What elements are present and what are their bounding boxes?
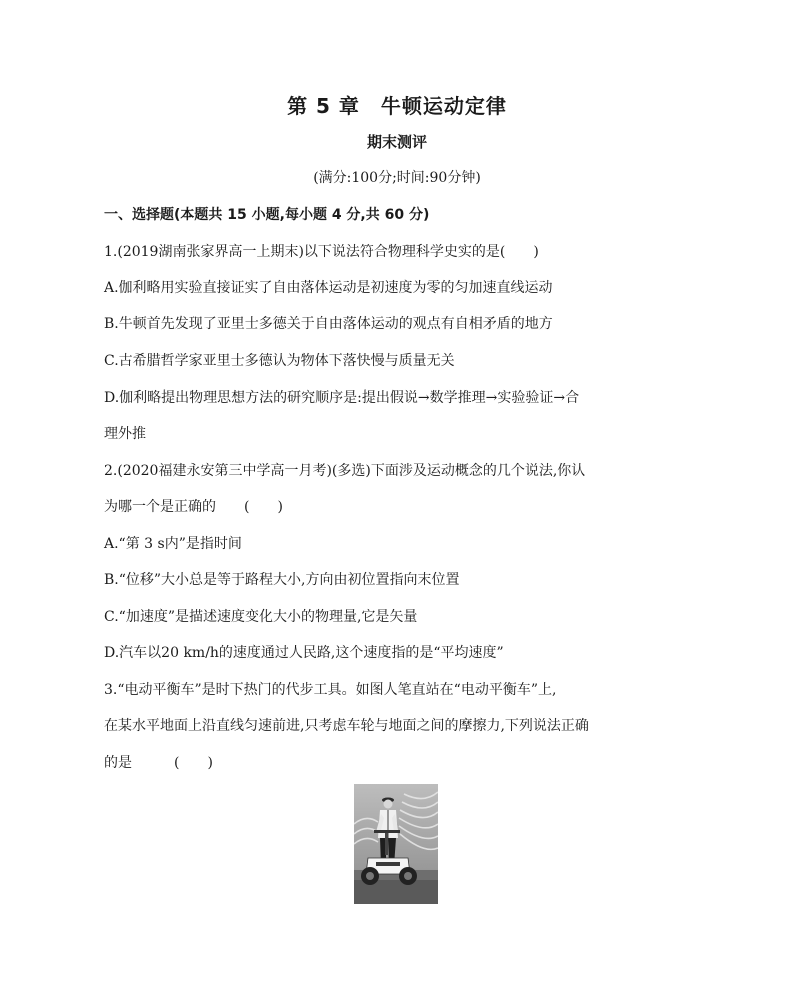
score-time-info: (满分:100分;时间:90分钟) bbox=[313, 170, 481, 186]
question-2-option-c: C.“加速度”是描述速度变化大小的物理量,它是矢量 bbox=[104, 609, 418, 625]
balance-scooter-photo bbox=[354, 784, 438, 904]
exam-subtitle: 期末测评 bbox=[366, 133, 427, 151]
question-3-stem-line3: 的是 ( ) bbox=[104, 755, 213, 771]
person-on-balance-scooter-icon bbox=[354, 784, 438, 904]
question-1-option-d-cont: 理外推 bbox=[104, 426, 146, 442]
question-1-option-c: C.古希腊哲学家亚里士多德认为物体下落快慢与质量无关 bbox=[104, 353, 455, 369]
question-2-stem-line1: 2.(2020福建永安第三中学高一月考)(多选)下面涉及运动概念的几个说法,你认 bbox=[104, 463, 586, 479]
chapter-title: 第 5 章 牛顿运动定律 bbox=[287, 94, 507, 118]
question-1-option-d: D.伽利略提出物理思想方法的研究顺序是:提出假说→数学推理→实验验证→合 bbox=[104, 390, 580, 406]
question-2-option-b: B.“位移”大小总是等于路程大小,方向由初位置指向末位置 bbox=[104, 572, 460, 588]
question-3-stem-line2: 在某水平地面上沿直线匀速前进,只考虑车轮与地面之间的摩擦力,下列说法正确 bbox=[104, 718, 589, 734]
question-2-option-d: D.汽车以20 km/h的速度通过人民路,这个速度指的是“平均速度” bbox=[104, 645, 504, 661]
question-2-stem-line2: 为哪一个是正确的 ( ) bbox=[104, 499, 283, 515]
question-2-option-a: A.“第 3 s内”是指时间 bbox=[104, 536, 242, 552]
question-1-stem: 1.(2019湖南张家界高一上期末)以下说法符合物理科学史实的是( ) bbox=[104, 244, 539, 260]
question-1-option-a: A.伽利略用实验直接证实了自由落体运动是初速度为零的匀加速直线运动 bbox=[104, 280, 553, 296]
question-1-option-b: B.牛顿首先发现了亚里士多德关于自由落体运动的观点有自相矛盾的地方 bbox=[104, 316, 553, 332]
section-heading: 一、选择题(本题共 15 小题,每小题 4 分,共 60 分) bbox=[104, 207, 430, 223]
question-3-stem-line1: 3.“电动平衡车”是时下热门的代步工具。如图人笔直站在“电动平衡车”上, bbox=[104, 682, 557, 698]
